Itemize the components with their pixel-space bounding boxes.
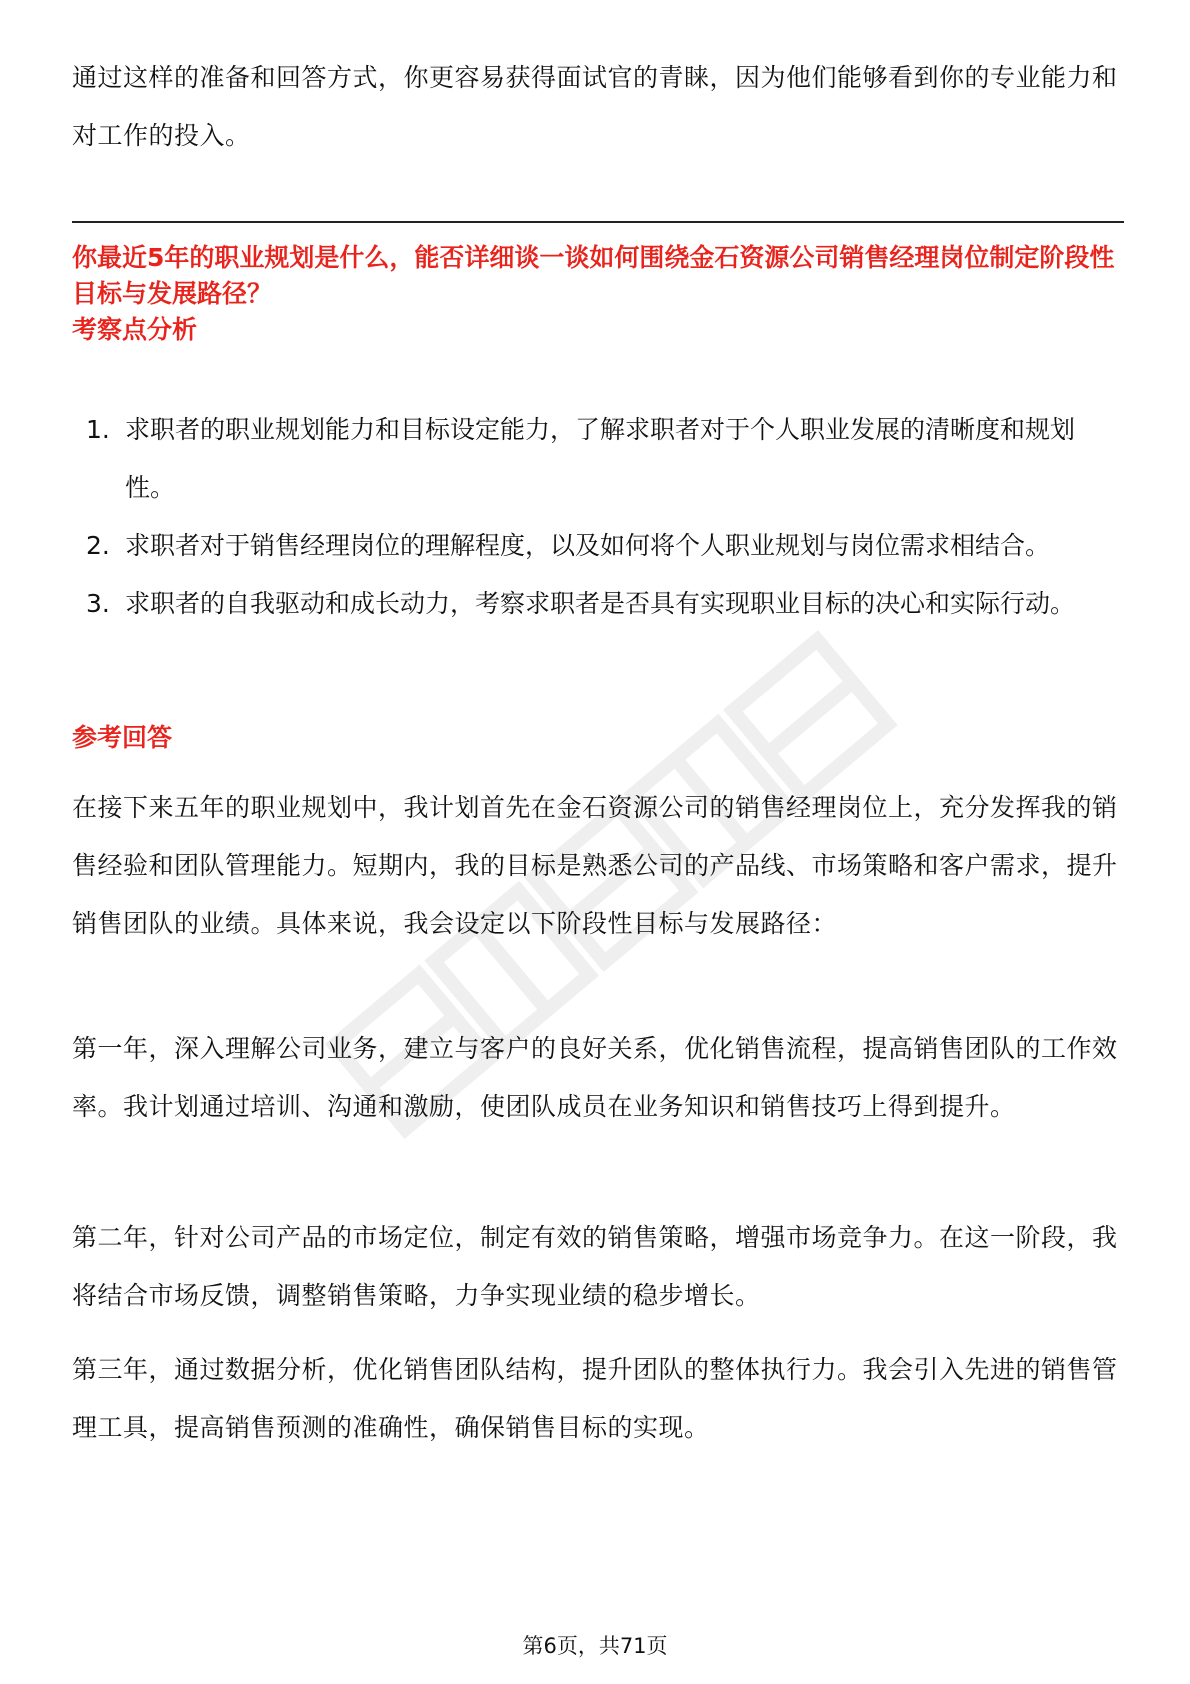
list-item-text: 求职者对于销售经理岗位的理解程度，以及如何将个人职业规划与岗位需求相结合。 xyxy=(125,531,1051,560)
list-item xyxy=(72,401,1122,517)
answer-paragraph: 第三年，通过数据分析，优化销售团队结构，提升团队的整体执行力。我会引入先进的销售管理工具，提高销售预测的准确性，确保销售目标的实现。 xyxy=(72,1355,1118,1442)
list-item-number: 3. xyxy=(86,589,110,618)
list-item-number: 1. xyxy=(86,415,110,444)
list-item-text: 求职者的职业规划能力和目标设定能力，了解求职者对于个人职业发展的清晰度和规划性。 xyxy=(125,415,1076,502)
list-item-number: 2. xyxy=(86,531,110,560)
answer-heading: 参考回答 xyxy=(72,723,173,752)
answer-paragraph: 第一年，深入理解公司业务，建立与客户的良好关系，优化销售流程，提高销售团队的工作效率。我计划通过培训、沟通和激励，使团队成员在业务知识和销售技巧上得到提升。 xyxy=(72,1034,1118,1121)
list-item-text: 求职者的自我驱动和成长动力，考察求职者是否具有实现职业目标的决心和实际行动。 xyxy=(125,589,1076,618)
interview-question: 你最近5年的职业规划是什么，能否详细谈一谈如何围绕金石资源公司销售经理岗位制定阶段性目标与发展路径？ xyxy=(72,243,1115,308)
list-item xyxy=(72,575,1122,633)
analysis-heading: 考察点分析 xyxy=(72,315,198,344)
intro-paragraph: 通过这样的准备和回答方式，你更容易获得面试官的青睐，因为他们能够看到你的专业能力和对工作的投入。 xyxy=(72,63,1118,150)
answer-paragraph: 在接下来五年的职业规划中，我计划首先在金石资源公司的销售经理岗位上，充分发挥我的销售经验和团队管理能力。短期内，我的目标是熟悉公司的产品线、市场策略和客户需求，提升销售团队的业绩。具体来说，我会设定以下阶段性目标与发展路径： xyxy=(72,793,1118,938)
list-item xyxy=(72,517,1122,575)
analysis-list xyxy=(72,401,1122,633)
page-number: 第6页，共71页 xyxy=(522,1634,668,1658)
section-divider xyxy=(72,221,1124,223)
answer-paragraph: 第二年，针对公司产品的市场定位，制定有效的销售策略，增强市场竞争力。在这一阶段，我将结合市场反馈，调整销售策略，力争实现业绩的稳步增长。 xyxy=(72,1223,1118,1310)
